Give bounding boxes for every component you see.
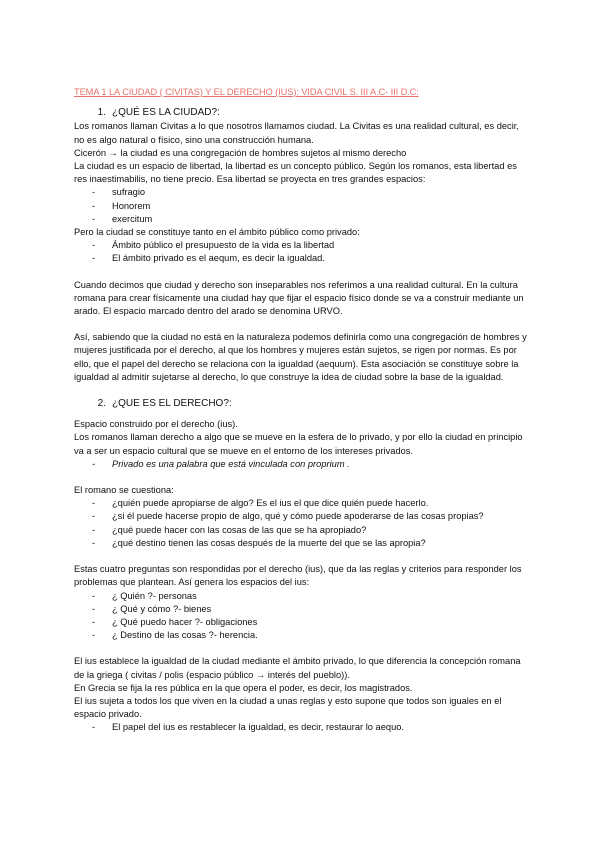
list-item: - ¿quién puede apropiarse de algo? Es el ius el que dice quién puede hacerlo. bbox=[74, 497, 530, 510]
list-item: - ¿qué destino tienen las cosas después de la muerte del que se las apropia? bbox=[74, 537, 530, 550]
s2-paragraph-7: El ius sujeta a todos los que viven en la ciudad a unas reglas y esto supone que todos son iguales en el espacio privado. bbox=[74, 695, 502, 720]
s2-paragraph-2: Los romanos llaman derecho a algo que se mueve en la esfera de lo privado, y por ello la ciudad en principio va a ser un espacio cultural que se mueve en el entorno de los intereses privados. bbox=[74, 432, 523, 456]
section-1-number: 1. bbox=[97, 107, 106, 119]
s2-paragraph-1: Espacio construido por el derecho (ius). bbox=[74, 419, 238, 430]
s2-paragraph-4: Estas cuatro preguntas son respondidas por el derecho (ius), que da las reglas y criterios para responder los problemas que plantean. Así genera los espacios del ius: bbox=[74, 564, 522, 588]
document-body bbox=[74, 86, 530, 735]
list-item: - ¿ Quién ?- personas bbox=[74, 590, 530, 603]
list-item: - ¿qué puede hacer con las cosas de las que se ha apropiado? bbox=[74, 524, 530, 537]
section-2-heading-text: ¿QUE ES EL DERECHO?: bbox=[112, 398, 232, 410]
s1-list-spaces bbox=[74, 186, 530, 226]
section-2-number: 2. bbox=[97, 398, 106, 410]
section-1-heading-text: ¿QUÉ ES LA CIUDAD?: bbox=[112, 107, 220, 119]
s2-paragraph-5: El ius establece la igualdad de la ciudad mediante el ámbito privado, lo que diferencia la concepción romana de la griega ( civitas / polis (espacio público → interés del pueblo)). bbox=[74, 656, 521, 680]
list-item: - ¿ Qué y cómo ?- bienes bbox=[74, 603, 530, 616]
document-title: TEMA 1 LA CIUDAD ( CIVITAS) Y EL DERECHO (IUS): VIDA CIVIL S. III A.C- III D.C: bbox=[74, 87, 419, 97]
list-item: - exercitum bbox=[74, 213, 530, 226]
s1-paragraph-1: Los romanos llaman Civitas a lo que nosotros llamamos ciudad. La Civitas es una realidad cultural, es decir, no es algo natural o físico, sino una construcción humana. bbox=[74, 121, 519, 145]
s1-paragraph-2: Cicerón → la ciudad es una congregación de hombres sujetos al mismo derecho bbox=[74, 147, 407, 158]
list-item: - ¿si él puede hacerse propio de algo, qué y cómo puede apoderarse de las cosas propias? bbox=[74, 510, 530, 523]
list-item: - Honorem bbox=[74, 200, 530, 213]
list-item: - ¿ Destino de las cosas ?- herencia. bbox=[74, 629, 530, 642]
list-item: - El ámbito privado es el aequm, es decir la igualdad. bbox=[74, 252, 530, 265]
s2-paragraph-6: En Grecia se fija la res pública en la que opera el poder, es decir, los magistrados. bbox=[74, 682, 413, 693]
s2-paragraph-3: El romano se cuestiona: bbox=[74, 485, 174, 496]
s2-list-private bbox=[74, 458, 530, 471]
list-item: - sufragio bbox=[74, 186, 530, 199]
s1-list-ambits bbox=[74, 239, 530, 265]
s2-list-ius-spaces bbox=[74, 590, 530, 643]
list-item: - Privado es una palabra que está vinculada con proprium . bbox=[74, 458, 530, 471]
list-item: - ¿ Qué puedo hacer ?- obligaciones bbox=[74, 616, 530, 629]
s2-list-questions bbox=[74, 497, 530, 550]
s1-paragraph-5: Cuando decimos que ciudad y derecho son inseparables nos referimos a una realidad cultural. En la cultura romana para crear físicamente una ciudad hay que fijar el espacio físico donde se va a construir mediante un arado. El espacio marcado dentro del arado se denomina URVO. bbox=[74, 279, 524, 317]
section-2-heading bbox=[74, 397, 530, 410]
section-1-heading bbox=[74, 106, 530, 119]
list-item: - El papel del ius es restablecer la igualdad, es decir, restaurar lo aequo. bbox=[74, 721, 530, 734]
s1-paragraph-6: Así, sabiendo que la ciudad no está en la naturaleza podemos definirla como una congregación de hombres y mujeres justificada por el derecho, al que los hombres y mujeres están sujetos, se rigen por normas. Es por ello, que el papel del derecho se relaciona con la igualdad (aequum). Esta asociación se constituye sobre la igualdad al admitir sujetarse al derecho, lo que construye la idea de ciudad sobre la base de la igualdad. bbox=[74, 332, 527, 382]
s1-paragraph-4: Pero la ciudad se constituye tanto en el ámbito público como privado: bbox=[74, 227, 360, 238]
s1-paragraph-3: La ciudad es un espacio de libertad, la libertad es un concepto público. Según los romanos, esta libertad es res inaestimabilis, no tiene precio. Esa libertad se proyecta en tres grandes espacios: bbox=[74, 161, 517, 185]
s2-list-role bbox=[74, 721, 530, 734]
list-item: - Ámbito público el presupuesto de la vida es la libertad bbox=[74, 239, 530, 252]
